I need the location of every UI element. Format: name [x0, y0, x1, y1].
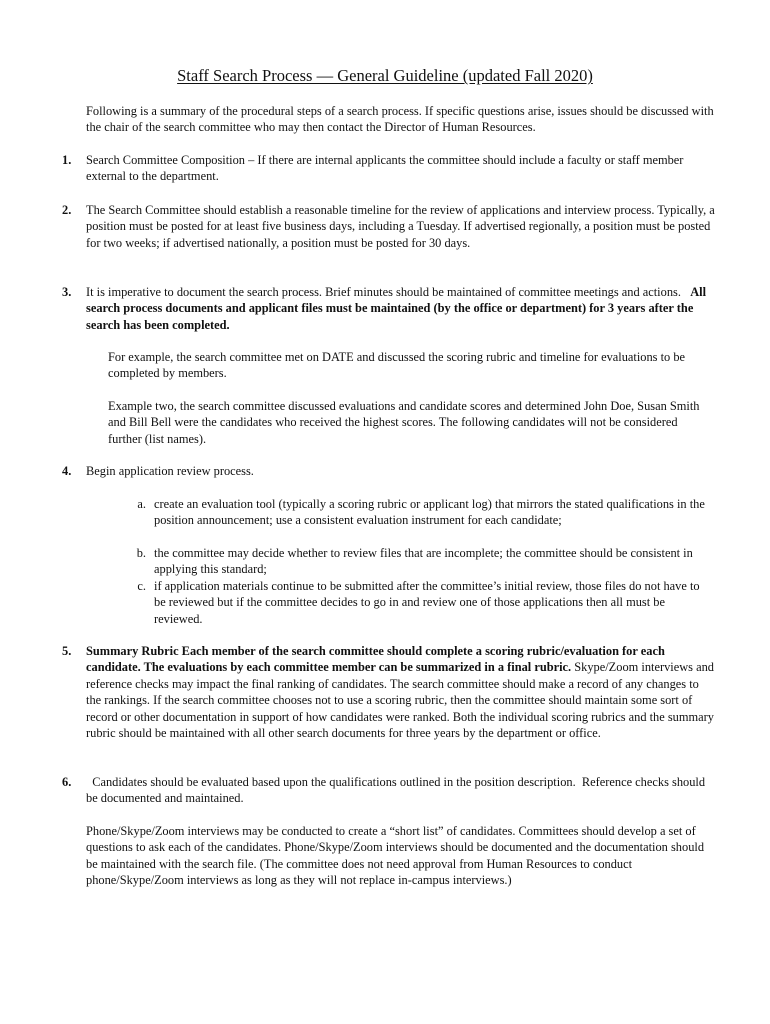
- item-6-number: 6.: [62, 775, 72, 789]
- item-2-number: 2.: [62, 203, 72, 217]
- item-1-text: Search Committee Composition – If there are internal applicants the committee should include a faculty or staff member external to the department.: [86, 153, 684, 184]
- subitem-a-text: create an evaluation tool (typically a scoring rubric or applicant log) that mirrors the stated qualifications in the position announcement; use a consistent evaluation instrument for each candidate;: [154, 497, 705, 528]
- subitem-b-text: the committee may decide whether to review files that are incomplete; the committee should be consistent in applying this standard;: [154, 546, 693, 577]
- subitem-b-letter: b.: [136, 546, 146, 560]
- item-5-paragraph: [86, 643, 716, 741]
- subitem-a-letter: a.: [137, 497, 146, 511]
- page-title: Staff Search Process — General Guideline (updated Fall 2020): [177, 66, 593, 85]
- intro-paragraph: Following is a summary of the procedural steps of a search process. If specific questions arise, issues should be discussed with the chair of the search committee who may then contact the Director of Human Resources.: [86, 104, 714, 135]
- item-4-number: 4.: [62, 464, 72, 478]
- item-3-text: It is imperative to document the search process. Brief minutes should be maintained of committee meetings and actions.: [86, 285, 681, 299]
- item-4-text: Begin application review process.: [86, 464, 254, 478]
- item-5-number: 5.: [62, 644, 72, 658]
- item-6-text: Candidates should be evaluated based upon the qualifications outlined in the position description. Reference checks should be documented and maintained.: [86, 775, 709, 806]
- item-1-number: 1.: [62, 153, 72, 167]
- item-5-bold-text: Summary Rubric Each member of the search committee should complete a scoring rubric/evaluation for each candidate. The evaluations by each committee member can be summarized in a final rubric.: [86, 644, 665, 675]
- item-3-number: 3.: [62, 285, 72, 299]
- item-3-bold-text: All search process documents and applicant files must be maintained (by the office or department) for 3 years after the search has been completed.: [86, 285, 707, 332]
- item-5-text: Skype/Zoom interviews and reference checks may impact the final ranking of candidates. The search committee should make a record of any changes to the rankings. If the search committee chooses not to use a scoring rubric, then the committee should maintain some sort of record or other documentation in support of how candidates were ranked. Both the individual scoring rubrics and the summary rubric should be maintained with all other search documents for three years by the department or office.: [86, 660, 714, 741]
- subitem-c-letter: c.: [137, 579, 146, 593]
- item-2-text: The Search Committee should establish a reasonable timeline for the review of applications and interview process. Typically, a position must be posted for at least five business days, including a Tuesday. If advertised regionally, a position must be posted for two weeks; if advertised nationally, a position must be posted for 30 days.: [86, 203, 715, 250]
- item-6-followup: Phone/Skype/Zoom interviews may be conducted to create a “short list” of candidates. Committees should develop a set of questions to ask each of the candidates. Phone/Skype/Zoom interviews should be documented and the documentation should be maintained with the search file. (The committee does not need approval from Human Resources to conduct phone/Skype/Zoom interviews as long as they will not replace in-campus interviews.): [86, 824, 705, 888]
- item-3-example-2: Example two, the search committee discussed evaluations and candidate scores and determined John Doe, Susan Smith and Bill Bell were the candidates who received the highest scores. The following candidates will not be considered further (list names).: [108, 399, 700, 446]
- item-3-example-1: For example, the search committee met on DATE and discussed the scoring rubric and timeline for evaluations to be completed by members.: [108, 350, 686, 381]
- item-3-paragraph: [86, 284, 716, 333]
- subitem-c-text: if application materials continue to be submitted after the committee’s initial review, those files do not have to be reviewed but if the committee decides to go in and review one of those applications then all must be reviewed.: [154, 579, 700, 626]
